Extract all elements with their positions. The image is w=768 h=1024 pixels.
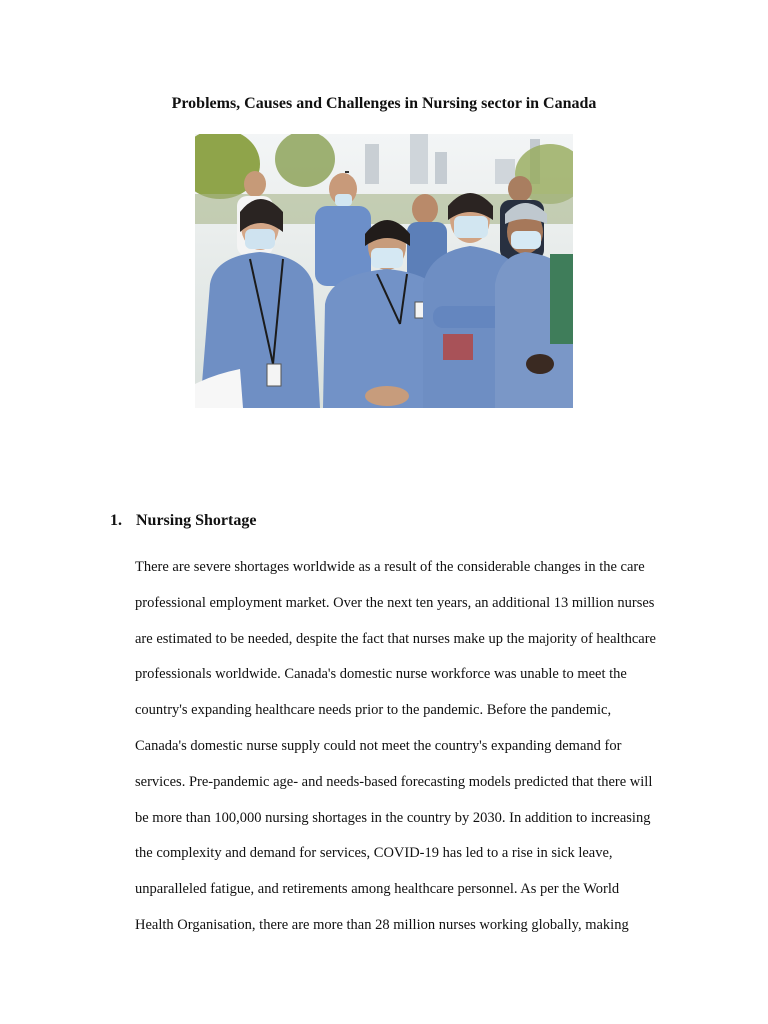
body-line: the complexity and demand for services, COVID-19 has led to a rise in sick leave,: [135, 845, 613, 862]
section-number: 1.: [110, 512, 122, 529]
body-line: professionals worldwide. Canada's domestic nurse workforce was unable to meet the: [135, 666, 627, 683]
body-line: are estimated to be needed, despite the fact that nurses make up the majority of healthcare: [135, 630, 656, 647]
body-line: There are severe shortages worldwide as a result of the considerable changes in the care: [135, 559, 645, 575]
body-line: Health Organisation, there are more than 28 million nurses working globally, making: [135, 916, 629, 933]
section-heading-text: Nursing Shortage: [136, 512, 257, 529]
body-line: professional employment market. Over the next ten years, an additional 13 million nurses: [135, 594, 655, 611]
body-line: be more than 100,000 nursing shortages in the country by 2030. In addition to increasing: [135, 809, 651, 826]
body-line: country's expanding healthcare needs prior to the pandemic. Before the pandemic,: [135, 702, 612, 719]
body-line: services. Pre-pandemic age- and needs-based forecasting models predicted that there will: [135, 773, 653, 790]
section-body: [135, 550, 695, 944]
section-heading: [110, 510, 256, 532]
document-title: Problems, Causes and Challenges in Nursing sector in Canada: [171, 95, 597, 112]
body-line: Canada's domestic nurse supply could not meet the country's expanding demand for: [135, 737, 622, 754]
body-line: unparalleled fatigue, and retirements among healthcare personnel. As per the World: [135, 881, 620, 898]
nurses-photo: [195, 134, 573, 408]
